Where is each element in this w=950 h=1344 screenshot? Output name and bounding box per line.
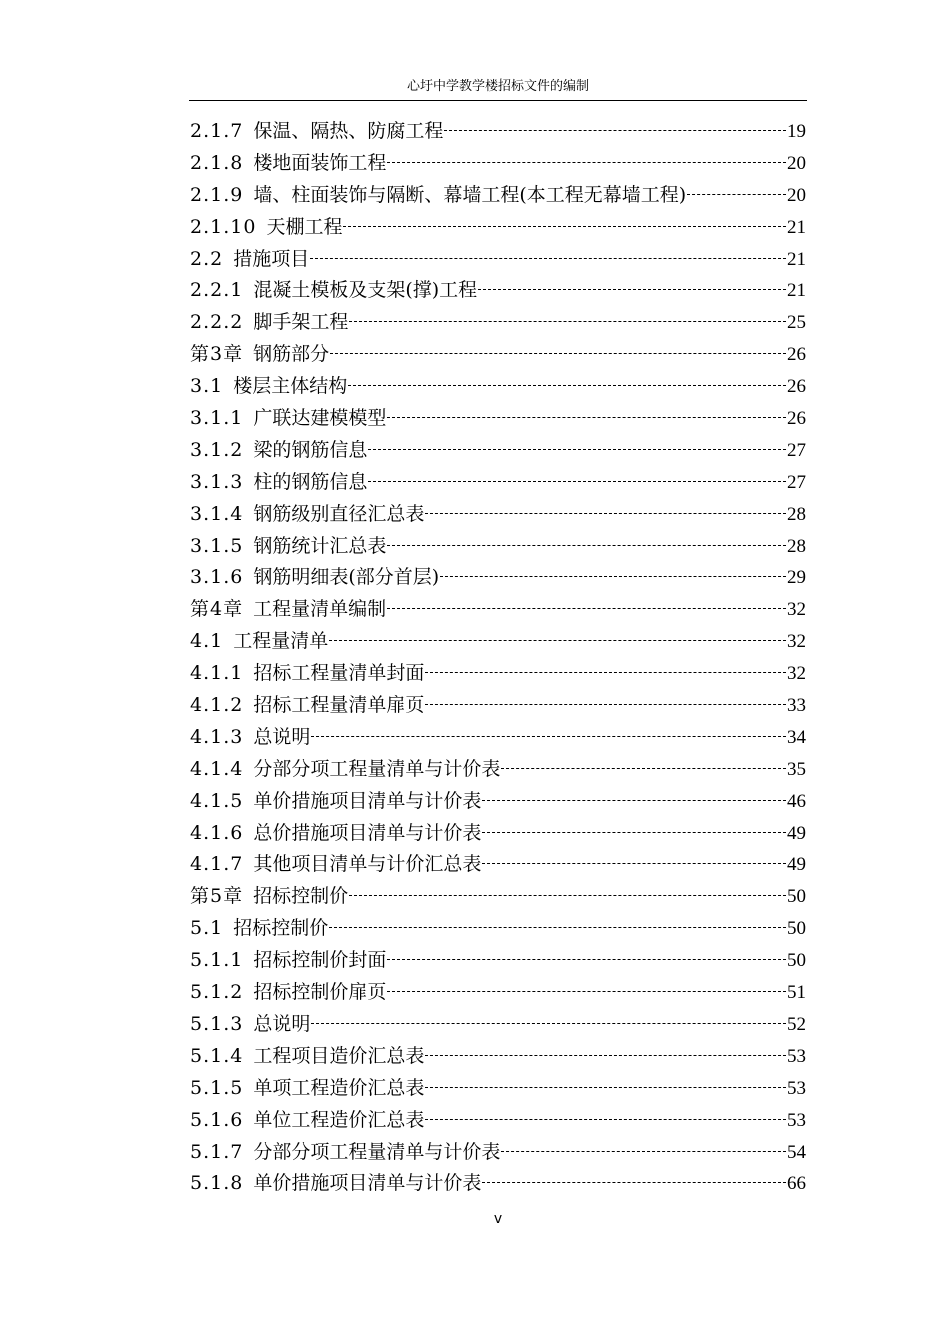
toc-entry-page: 53 [787, 1109, 806, 1131]
toc-entry-number: 3.1.5 [190, 534, 244, 557]
toc-dot-leader [425, 704, 786, 705]
toc-entry-page: 28 [787, 535, 806, 557]
toc-entry-page: 21 [787, 216, 806, 238]
toc-entry-title: 工程项目造价汇总表 [253, 1044, 425, 1067]
toc-entry-title: 柱的钢筋信息 [253, 470, 368, 493]
toc-dot-leader [387, 608, 786, 609]
toc-dot-leader [387, 991, 786, 992]
toc-entry[interactable] [190, 849, 806, 881]
toc-entry-page: 32 [787, 663, 806, 685]
toc-entry[interactable] [190, 658, 806, 690]
toc-dot-leader [501, 768, 786, 769]
toc-entry-number: 5.1.5 [190, 1076, 244, 1099]
toc-entry-title: 楼层主体结构 [233, 375, 348, 398]
toc-entry-title: 总说明 [253, 1012, 311, 1035]
toc-entry-page: 28 [787, 503, 806, 525]
toc-entry[interactable] [190, 339, 806, 371]
toc-dot-leader [482, 863, 786, 864]
toc-entry[interactable] [190, 722, 806, 754]
toc-entry-number: 4.1.5 [190, 789, 244, 812]
toc-entry[interactable] [190, 1073, 806, 1105]
toc-entry[interactable] [190, 148, 806, 180]
toc-entry[interactable] [190, 403, 806, 435]
toc-entry-page: 26 [787, 376, 806, 398]
toc-entry-number: 2.2.2 [190, 311, 244, 334]
toc-entry-number: 第4章 [190, 598, 244, 621]
toc-entry-number: 2.2 [190, 247, 224, 270]
toc-entry[interactable] [190, 1137, 806, 1169]
toc-dot-leader [482, 832, 786, 833]
toc-entry-title: 总价措施项目清单与计价表 [253, 821, 482, 844]
toc-entry[interactable] [190, 531, 806, 563]
toc-entry[interactable] [190, 881, 806, 913]
toc-entry-page: 66 [787, 1173, 806, 1195]
toc-dot-leader [482, 1182, 786, 1183]
toc-entry-number: 4.1.4 [190, 757, 244, 780]
toc-entry-number: 2.1.9 [190, 183, 244, 206]
toc-entry-title: 单项工程造价汇总表 [253, 1076, 425, 1099]
page-header-title: 心圩中学教学楼招标文件的编制 [406, 79, 589, 94]
toc-dot-leader [343, 226, 786, 227]
toc-entry-title: 天棚工程 [266, 215, 343, 238]
toc-entry-title: 钢筋级别直径汇总表 [253, 502, 425, 525]
toc-entry[interactable] [190, 275, 806, 307]
toc-entry-page: 19 [787, 121, 806, 142]
toc-dot-leader [368, 481, 786, 482]
toc-entry[interactable] [190, 626, 806, 658]
toc-dot-leader [349, 895, 786, 896]
toc-entry-page: 34 [787, 726, 806, 748]
toc-entry-number: 4.1 [190, 630, 224, 653]
page-number: v [493, 1211, 503, 1227]
toc-dot-leader [425, 1119, 786, 1120]
toc-entry-title: 墙、柱面装饰与隔断、幕墙工程(本工程无幕墙工程) [253, 183, 687, 206]
toc-dot-leader [311, 1023, 786, 1024]
toc-entry-page: 27 [787, 439, 806, 461]
toc-entry-number: 5.1 [190, 917, 224, 940]
toc-dot-leader [440, 576, 786, 577]
toc-entry-title: 分部分项工程量清单与计价表 [253, 1140, 501, 1163]
toc-entry-title: 混凝土模板及支架(撑)工程 [253, 279, 478, 302]
toc-entry-number: 2.1.7 [190, 120, 244, 142]
toc-dot-leader [387, 162, 786, 163]
toc-dot-leader [329, 640, 786, 641]
toc-entry-number: 第5章 [190, 885, 244, 908]
toc-entry[interactable] [190, 435, 806, 467]
table-of-contents [190, 116, 806, 1200]
toc-dot-leader [368, 449, 786, 450]
toc-entry-number: 4.1.3 [190, 725, 244, 748]
toc-entry[interactable] [190, 913, 806, 945]
toc-entry-number: 5.1.8 [190, 1172, 244, 1195]
toc-entry-number: 2.1.10 [190, 215, 257, 238]
toc-entry-title: 招标控制价 [233, 917, 329, 940]
toc-entry-page: 26 [787, 408, 806, 430]
toc-entry-page: 32 [787, 599, 806, 621]
toc-entry-page: 21 [787, 248, 806, 270]
toc-entry-title: 总说明 [253, 725, 311, 748]
toc-entry[interactable] [190, 786, 806, 818]
toc-entry-page: 29 [787, 567, 806, 589]
toc-entry-page: 27 [787, 471, 806, 493]
toc-dot-leader [330, 353, 786, 354]
toc-entry-page: 26 [787, 344, 806, 366]
toc-dot-leader [687, 194, 786, 195]
toc-entry-number: 3.1.1 [190, 407, 244, 430]
toc-entry[interactable] [190, 371, 806, 403]
toc-entry-number: 5.1.7 [190, 1140, 244, 1163]
toc-entry-page: 21 [787, 280, 806, 302]
toc-dot-leader [482, 800, 786, 801]
toc-entry[interactable] [190, 307, 806, 339]
toc-entry[interactable] [190, 754, 806, 786]
toc-entry-number: 5.1.2 [190, 981, 244, 1004]
toc-dot-leader [478, 289, 786, 290]
toc-entry-title: 钢筋部分 [253, 343, 330, 366]
toc-entry-number: 3.1.2 [190, 438, 244, 461]
toc-dot-leader [425, 1087, 786, 1088]
toc-entry-page: 54 [787, 1141, 806, 1163]
toc-dot-leader [444, 130, 786, 131]
toc-entry-title: 招标工程量清单扉页 [253, 694, 425, 717]
toc-entry-page: 53 [787, 1045, 806, 1067]
toc-entry-number: 4.1.2 [190, 694, 244, 717]
toc-entry-page: 52 [787, 1013, 806, 1035]
toc-dot-leader [387, 545, 786, 546]
toc-dot-leader [387, 959, 786, 960]
toc-dot-leader [329, 927, 786, 928]
toc-entry-page: 50 [787, 950, 806, 972]
toc-entry-number: 5.1.6 [190, 1108, 244, 1131]
toc-entry-number: 3.1.6 [190, 566, 244, 589]
toc-entry-page: 50 [787, 886, 806, 908]
toc-entry-title: 脚手架工程 [253, 311, 349, 334]
toc-entry-number: 5.1.3 [190, 1012, 244, 1035]
toc-entry-title: 钢筋统计汇总表 [253, 534, 387, 557]
toc-entry-title: 招标控制价封面 [253, 949, 387, 972]
toc-entry[interactable] [190, 977, 806, 1009]
toc-entry-title: 楼地面装饰工程 [253, 151, 387, 174]
toc-entry[interactable] [190, 1041, 806, 1073]
toc-entry[interactable] [190, 945, 806, 977]
toc-entry-number: 第3章 [190, 343, 244, 366]
toc-entry-page: 51 [787, 982, 806, 1004]
toc-entry[interactable] [190, 1168, 806, 1200]
toc-entry-page: 50 [787, 918, 806, 940]
toc-entry-number: 4.1.1 [190, 662, 244, 685]
toc-entry-number: 3.1.3 [190, 470, 244, 493]
toc-entry[interactable] [190, 594, 806, 626]
toc-entry[interactable] [190, 1105, 806, 1137]
toc-entry-page: 49 [787, 822, 806, 844]
toc-entry-number: 5.1.4 [190, 1044, 244, 1067]
toc-dot-leader [501, 1151, 786, 1152]
toc-entry[interactable] [190, 212, 806, 244]
toc-entry-title: 单位工程造价汇总表 [253, 1108, 425, 1131]
toc-dot-leader [348, 385, 786, 386]
toc-entry-number: 5.1.1 [190, 949, 244, 972]
toc-entry-title: 分部分项工程量清单与计价表 [253, 757, 501, 780]
toc-entry-page: 46 [787, 790, 806, 812]
toc-entry-page: 20 [787, 152, 806, 174]
toc-dot-leader [425, 513, 786, 514]
toc-entry[interactable] [190, 244, 806, 276]
toc-entry-number: 4.1.6 [190, 821, 244, 844]
header-divider [189, 100, 807, 101]
toc-dot-leader [387, 417, 786, 418]
toc-entry[interactable] [190, 467, 806, 499]
toc-entry-number: 3.1 [190, 375, 224, 398]
toc-entry-title: 单价措施项目清单与计价表 [253, 789, 482, 812]
toc-dot-leader [310, 258, 786, 259]
toc-dot-leader [425, 672, 786, 673]
toc-entry-title: 广联达建模模型 [253, 407, 387, 430]
toc-entry-title: 工程量清单 [233, 630, 329, 653]
toc-entry-title: 保温、隔热、防腐工程 [253, 120, 444, 142]
toc-entry-title: 招标控制价 [253, 885, 349, 908]
toc-entry-title: 其他项目清单与计价汇总表 [253, 853, 482, 876]
toc-entry-page: 20 [787, 184, 806, 206]
toc-entry-title: 工程量清单编制 [253, 598, 387, 621]
toc-entry-number: 4.1.7 [190, 853, 244, 876]
toc-entry-title: 梁的钢筋信息 [253, 438, 368, 461]
toc-entry-page: 33 [787, 695, 806, 717]
toc-entry[interactable] [190, 818, 806, 850]
toc-entry-page: 35 [787, 758, 806, 780]
toc-entry-title: 钢筋明细表(部分首层) [253, 566, 440, 589]
toc-entry[interactable] [190, 690, 806, 722]
toc-entry[interactable] [190, 562, 806, 594]
toc-dot-leader [311, 736, 786, 737]
toc-entry[interactable] [190, 499, 806, 531]
toc-entry-page: 25 [787, 312, 806, 334]
toc-entry[interactable] [190, 1009, 806, 1041]
toc-entry-number: 2.2.1 [190, 279, 244, 302]
toc-entry-title: 招标控制价扉页 [253, 981, 387, 1004]
toc-entry[interactable] [190, 116, 806, 148]
toc-entry-title: 招标工程量清单封面 [253, 662, 425, 685]
toc-entry-page: 32 [787, 631, 806, 653]
toc-entry-number: 3.1.4 [190, 502, 244, 525]
toc-entry[interactable] [190, 180, 806, 212]
toc-dot-leader [349, 321, 786, 322]
toc-entry-title: 单价措施项目清单与计价表 [253, 1172, 482, 1195]
toc-dot-leader [425, 1055, 786, 1056]
toc-entry-page: 49 [787, 854, 806, 876]
toc-entry-page: 53 [787, 1077, 806, 1099]
toc-entry-title: 措施项目 [233, 247, 310, 270]
toc-entry-number: 2.1.8 [190, 151, 244, 174]
